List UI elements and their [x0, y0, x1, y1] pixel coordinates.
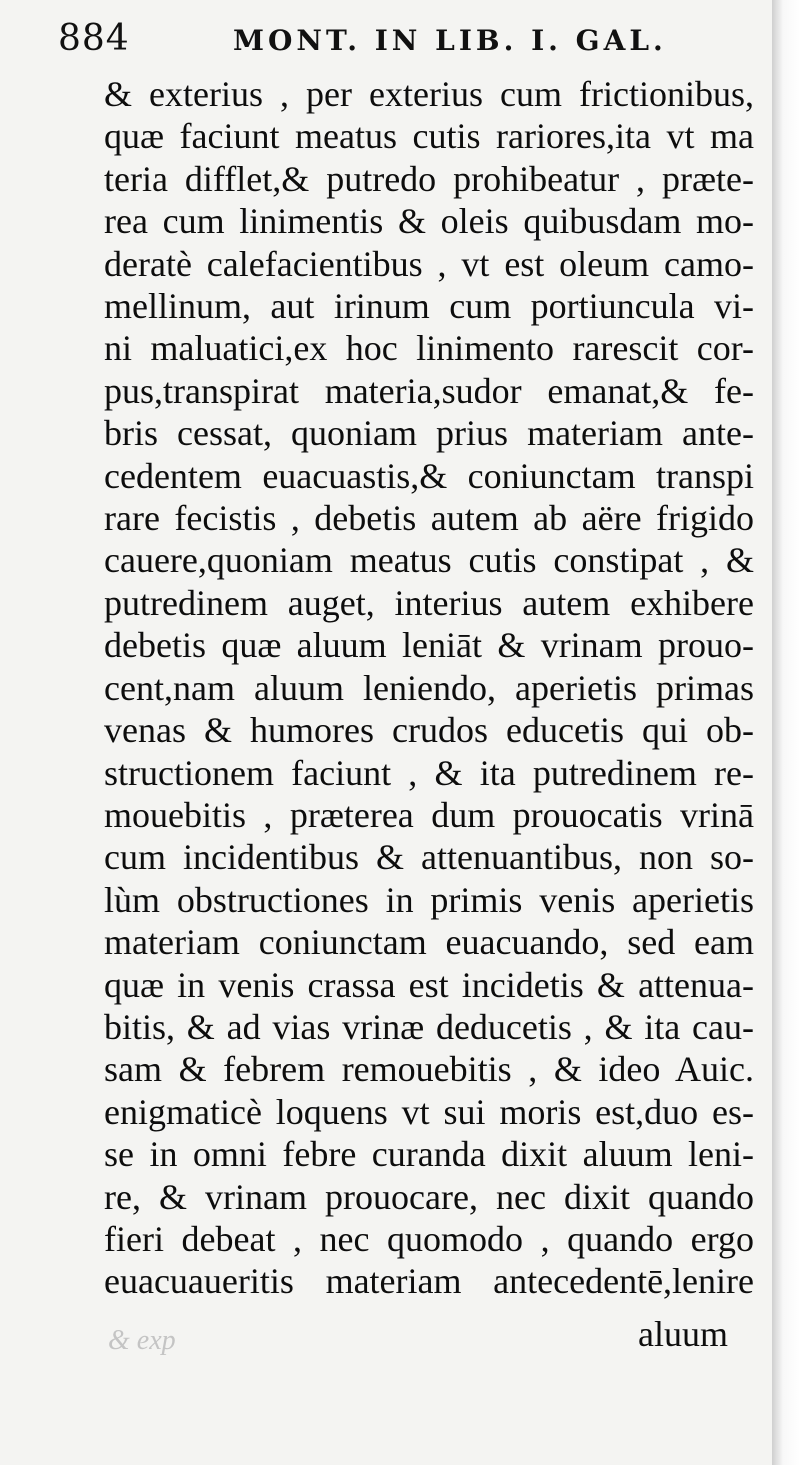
text-line: lùm obstructiones in primis venis aperietis [104, 879, 754, 920]
text-line: cauere,quoniam meatus cutis constipat , & [104, 540, 754, 581]
text-line: & exterius , per exterius cum frictionibus, [104, 74, 754, 114]
text-line: se in omni febre curanda dixit aluum leni- [104, 1134, 754, 1175]
text-line: teria difflet,& putredo prohibeatur , præte- [104, 158, 754, 199]
text-line: putredinem auget, interius autem exhibere [104, 582, 754, 623]
bleed-through-text: & exp [108, 1325, 176, 1356]
text-line: deratè calefacientibus , vt est oleum camo- [104, 243, 754, 284]
text-line: mouebitis , præterea dum prouocatis vrinā [104, 794, 754, 835]
page-number: 884 [58, 18, 130, 59]
body-text [104, 73, 754, 1303]
text-line: quæ faciunt meatus cutis rariores,ita vt ma [104, 116, 754, 157]
text-line: venas & humores crudos educetis qui ob- [104, 710, 754, 751]
text-line: rea cum linimentis & oleis quibusdam mo- [104, 201, 754, 242]
text-line: re, & vrinam prouocare, nec dixit quando [104, 1176, 754, 1217]
text-line: bitis, & ad vias vrinæ deducetis , & ita cau- [104, 1006, 754, 1047]
text-line: sam & febrem remouebitis , & ideo Auic. [104, 1049, 754, 1090]
text-line: cent,nam aluum leniendo, aperietis primas [104, 667, 754, 708]
page-edge-shadow [772, 0, 800, 1465]
text-line: quæ in venis crassa est incidetis & attenua- [104, 964, 754, 1005]
text-line: pus,transpirat materia,sudor emanat,& fe- [104, 370, 754, 411]
text-line: structionem faciunt , & ita putredinem re- [104, 752, 754, 793]
text-line: cum incidentibus & attenuantibus, non so- [104, 837, 754, 878]
text-line: ni maluatici,ex hoc linimento rarescit cor- [104, 328, 754, 369]
text-line: cedentem euacuastis,& coniunctam transpi [104, 455, 754, 496]
page-header [58, 18, 748, 68]
text-line: materiam coniunctam euacuando, sed eam [104, 922, 754, 963]
text-line: debetis quæ aluum leniāt & vrinam prouo- [104, 625, 754, 666]
catchword: aluum [638, 1314, 728, 1354]
text-line: euacuaueritis materiam antecedentē,lenire [104, 1261, 754, 1302]
text-line: enigmaticè loquens vt sui moris est,duo es- [104, 1091, 754, 1132]
text-line: fieri debeat , nec quomodo , quando ergo [104, 1218, 754, 1259]
text-line: rare fecistis , debetis autem ab aëre frigido [104, 498, 754, 539]
text-line: mellinum, aut irinum cum portiuncula vi- [104, 286, 754, 327]
running-head: MONT. IN LIB. I. GAL. [233, 24, 667, 57]
text-line: bris cessat, quoniam prius materiam ante- [104, 413, 754, 454]
